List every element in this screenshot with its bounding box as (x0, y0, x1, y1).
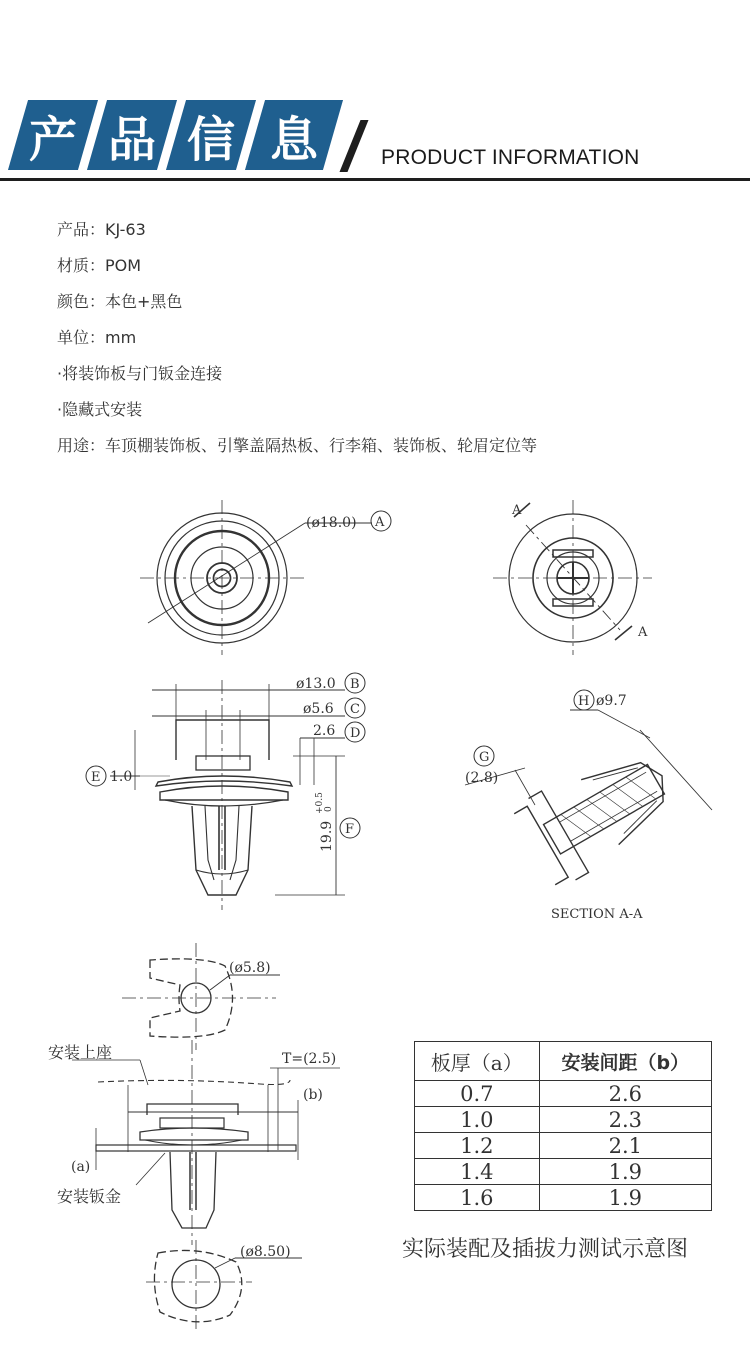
info-line-color: 颜色：本色+黑色 (57, 292, 183, 311)
info-line-feature-2: ·隐藏式安装 (57, 400, 143, 419)
table-cell-spacing: 2.3 (539, 1107, 711, 1133)
callout-h: H (578, 694, 590, 709)
callout-f: F (345, 822, 355, 837)
title-char: 产 (28, 111, 77, 168)
table-cell-thickness: 0.7 (415, 1081, 540, 1107)
install-view (72, 1040, 340, 1245)
side-dim-f-tol-lower: 0 (324, 806, 334, 812)
table-cell-thickness: 1.6 (415, 1185, 540, 1211)
section-marker-top: A (512, 503, 522, 518)
side-dim-d: 2.6 (313, 723, 336, 739)
callout-a: A (375, 515, 385, 530)
table-row (415, 1081, 712, 1107)
diagram-caption: 实际装配及插拔力测试示意图 (402, 1237, 689, 1262)
section-marker-bottom: A (638, 625, 648, 640)
side-dim-f-tol-upper: +0.5 (315, 792, 325, 814)
table-cell-thickness: 1.0 (415, 1107, 540, 1133)
table-row (415, 1185, 712, 1211)
callout-c: C (350, 702, 360, 717)
table-row (415, 1107, 712, 1133)
side-dim-c: ø5.6 (303, 701, 334, 717)
section-view (465, 690, 712, 890)
info-line-feature-1: ·将装饰板与门钣金连接 (57, 364, 223, 383)
section-dim-g: (2.8) (465, 770, 499, 786)
side-dim-f: 19.9 (319, 820, 335, 852)
title-char: 品 (107, 111, 156, 168)
install-b-label: (b) (303, 1087, 323, 1103)
info-line-unit: 单位：mm (57, 328, 137, 347)
top-view-dim: (ø18.0) (306, 515, 357, 531)
section-dim-h: ø9.7 (596, 693, 627, 709)
table-cell-thickness: 1.4 (415, 1159, 540, 1185)
table-row (415, 1133, 712, 1159)
info-line-material: 材质：POM (57, 256, 142, 275)
callout-b: B (350, 677, 360, 692)
table-header-row (415, 1042, 712, 1081)
table-cell-spacing: 1.9 (539, 1159, 711, 1185)
table-cell-thickness: 1.2 (415, 1133, 540, 1159)
table-header-spacing: 安装间距（b） (539, 1042, 711, 1081)
info-line-product: 产品：KJ-63 (57, 220, 146, 239)
callout-e: E (91, 770, 101, 785)
header-subtitle: PRODUCT INFORMATION (381, 146, 640, 169)
install-seat-label: 安装上座 (48, 1043, 113, 1062)
section-label: SECTION A-A (551, 907, 643, 922)
install-thickness-label: T=(2.5) (282, 1051, 337, 1067)
bottom-view (493, 500, 652, 655)
table-row (415, 1159, 712, 1185)
table-cell-spacing: 2.6 (539, 1081, 711, 1107)
table-cell-spacing: 1.9 (539, 1185, 711, 1211)
side-dim-e: 1.0 (110, 769, 133, 785)
title-char: 信 (186, 111, 235, 168)
callout-d: D (350, 726, 361, 741)
table-header-thickness: 板厚（a） (415, 1042, 540, 1081)
info-line-usage: 用途：车顶棚装饰板、引擎盖隔热板、行李箱、装饰板、轮眉定位等 (57, 436, 538, 455)
title-char: 息 (269, 111, 318, 168)
side-dim-b: ø13.0 (296, 676, 336, 692)
install-sheet-label: 安装钣金 (57, 1187, 122, 1206)
callout-g: G (479, 750, 490, 765)
spec-table (414, 1041, 712, 1211)
bottom-hole-dim: (ø8.50) (240, 1244, 291, 1260)
table-cell-spacing: 2.1 (539, 1133, 711, 1159)
install-a-label: (a) (71, 1159, 91, 1175)
hole-view-dim: (ø5.8) (229, 960, 271, 976)
